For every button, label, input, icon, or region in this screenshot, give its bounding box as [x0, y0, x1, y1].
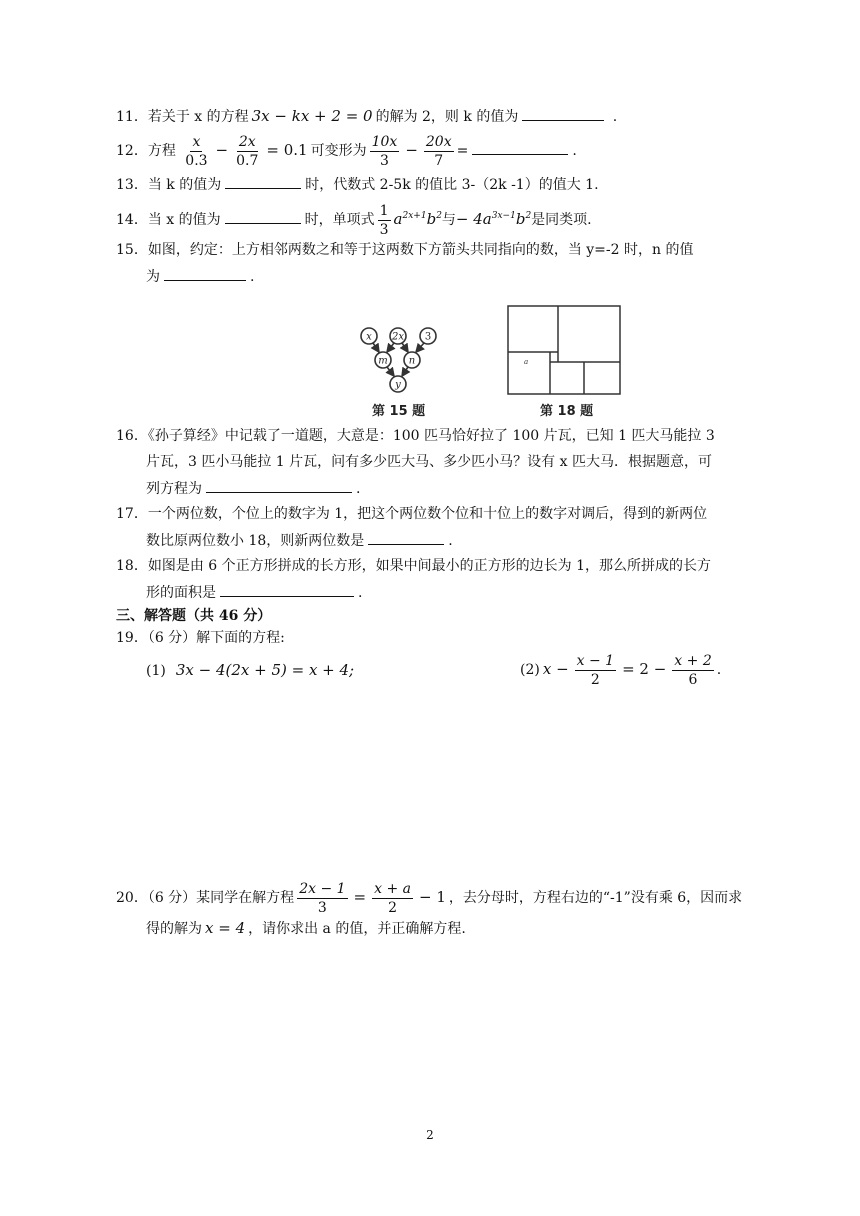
node-label-2x: 2x [391, 331, 405, 343]
numerator: 10x [371, 133, 398, 150]
exponent: 2 [436, 211, 442, 221]
solution-value: x = 4 [205, 919, 246, 937]
period: . [358, 585, 363, 601]
equation: x − [542, 660, 569, 678]
period: . [356, 481, 361, 497]
question-19-part-2 [520, 648, 721, 691]
question-text: 与 [441, 212, 456, 228]
question-16-line-3 [146, 478, 360, 499]
fraction [372, 880, 413, 917]
denominator: 0.3 [185, 152, 208, 169]
question-number: 11． [116, 109, 148, 125]
fraction [378, 202, 391, 239]
question-text: 如图是由 6 个正方形拼成的长方形，如果中间最小的正方形的边长为 1，那么所拼成的长方 [147, 558, 711, 574]
variable: a [393, 210, 403, 228]
fraction [672, 652, 713, 689]
node-label-y: y [395, 379, 401, 391]
answer-blank[interactable] [472, 140, 568, 155]
minus-sign: − [405, 141, 418, 159]
fraction [234, 133, 260, 170]
question-18 [116, 556, 711, 576]
question-text: 数比原两位数小 18，则新两位数是 [146, 533, 365, 549]
exponent: 3x−1 [491, 211, 516, 221]
figure-18-diagram [506, 304, 622, 396]
question-text: 列方程为 [146, 481, 202, 497]
denominator: 7 [434, 152, 444, 169]
question-number: 18． [116, 558, 148, 574]
node-label-3: 3 [424, 331, 432, 343]
question-number: 13． [116, 177, 148, 193]
equation: = 0.1 [266, 141, 308, 159]
question-16 [116, 426, 715, 446]
answer-blank[interactable] [225, 174, 301, 189]
figure-15-diagram [356, 322, 444, 398]
equation: 3x − kx + 2 = 0 [251, 107, 373, 125]
equation: 3x − 4(2x + 5) = x + 4; [175, 661, 355, 679]
minus-sign: − [215, 141, 229, 159]
question-number: 14． [116, 212, 148, 228]
question-text: 为 [146, 269, 160, 285]
question-text: ，去分母时，方程右边的“-1”没有乘 6，因而求 [448, 890, 743, 906]
node-label-x: x [366, 331, 372, 343]
node-label-m: m [378, 355, 388, 367]
exponent: 2 [525, 211, 532, 221]
variable: b [426, 210, 437, 228]
fraction [424, 133, 454, 170]
numerator: 1 [379, 202, 389, 219]
small-square-label: a [524, 358, 529, 366]
numerator: x [192, 133, 201, 150]
question-18-line-2 [146, 582, 362, 603]
fraction [575, 652, 616, 689]
part-label: (2) [520, 662, 540, 678]
question-19-part-1 [146, 660, 357, 681]
monomial-2 [456, 210, 531, 228]
exponent: 2x+1 [402, 211, 427, 221]
question-12 [116, 130, 577, 171]
question-text: 若关于 x 的方程 [147, 109, 249, 125]
question-text: 方程 [147, 143, 176, 159]
period: . [716, 662, 722, 678]
question-13 [116, 174, 599, 195]
figure-15-caption: 第 15 题 [372, 404, 426, 419]
numerator: 20x [425, 133, 452, 150]
equation: − 1 [418, 888, 446, 906]
numerator: 2x − 1 [299, 880, 346, 897]
denominator: 2 [388, 899, 397, 916]
equals-sign: = [353, 888, 367, 906]
node-label-n: n [408, 355, 416, 367]
question-text: 可变形为 [310, 143, 367, 159]
answer-blank[interactable] [220, 582, 354, 597]
question-text: 当 k 的值为 [147, 177, 222, 193]
numerator: 2x [238, 133, 256, 150]
question-text: 当 x 的值为 [147, 212, 221, 228]
section-heading: 三、解答题（共 46 分） [116, 608, 272, 624]
monomial-1 [394, 210, 442, 228]
figure-18-caption: 第 18 题 [540, 404, 594, 419]
fraction [370, 133, 400, 170]
question-number: 20． [116, 890, 148, 906]
fraction [297, 880, 347, 917]
numerator: x + 2 [674, 652, 712, 669]
question-14 [116, 196, 592, 240]
question-text: 得的解为 [146, 921, 202, 937]
question-text: 片瓦，3 匹小马能拉 1 片瓦，问有多少匹大马、多少匹小马？设有 x 匹大马．根据题意，可 [146, 454, 712, 470]
question-16-line-2 [146, 452, 712, 472]
question-number: 15． [116, 242, 148, 258]
question-text: ，请你求出 a 的值，并正确解方程. [248, 921, 466, 937]
question-number: 12． [116, 143, 148, 159]
denominator: 3 [379, 152, 389, 169]
question-text: （6 分）某同学在解方程 [147, 890, 295, 906]
question-text: 形的面积是 [146, 585, 216, 601]
question-number: 19． [116, 630, 148, 646]
question-text: 的解为 2，则 k 的值为 [375, 109, 519, 125]
period: . [448, 533, 453, 549]
question-15 [116, 240, 693, 260]
equation: = 2 − [622, 660, 667, 678]
denominator: 3 [317, 899, 327, 916]
question-text: 一个两位数，个位上的数字为 1，把这个两位数个位和十位上的数字对调后，得到的新两位 [147, 506, 708, 522]
period: . [608, 109, 618, 125]
answer-blank[interactable] [206, 478, 352, 493]
period: . [250, 269, 255, 285]
page-number: 2 [426, 1128, 434, 1142]
denominator: 6 [688, 671, 698, 688]
outer-rectangle [508, 306, 620, 394]
question-19 [116, 628, 285, 648]
answer-blank[interactable] [522, 106, 604, 121]
denominator: 2 [590, 671, 600, 688]
question-20-line-2 [146, 918, 466, 939]
part-label: (1) [146, 663, 166, 679]
question-17-line-2 [146, 530, 453, 551]
equals-sign: = [456, 143, 469, 159]
question-number: 16． [116, 428, 148, 444]
period: . [572, 143, 577, 159]
question-text: 时，单项式 [304, 212, 375, 228]
question-20 [116, 876, 742, 919]
question-text: （6 分）解下面的方程: [147, 630, 285, 646]
question-15-line-2 [146, 266, 254, 287]
answer-blank[interactable] [164, 266, 246, 281]
numerator: x − 1 [576, 652, 615, 669]
question-number: 17． [116, 506, 148, 522]
question-text: 《孙子算经》中记载了一道题，大意是：100 匹马恰好拉了 100 片瓦，已知 1 匹大马能拉 3 [147, 428, 715, 444]
question-text: 如图，约定：上方相邻两数之和等于这两数下方箭头共同指向的数，当 y=-2 时，n 的值 [147, 242, 694, 258]
denominator: 0.7 [236, 152, 259, 169]
denominator: 3 [379, 221, 389, 238]
question-17 [116, 504, 707, 524]
question-text: 是同类项. [531, 212, 592, 228]
question-text: 时，代数式 2-5k 的值比 3-（2k -1）的值大 1. [305, 177, 599, 193]
numerator: x + a [374, 880, 411, 897]
answer-blank[interactable] [368, 530, 444, 545]
question-11 [116, 106, 617, 127]
variable: b [515, 210, 526, 228]
fraction [183, 133, 209, 170]
variable: − 4a [455, 210, 492, 228]
answer-blank[interactable] [225, 209, 301, 224]
